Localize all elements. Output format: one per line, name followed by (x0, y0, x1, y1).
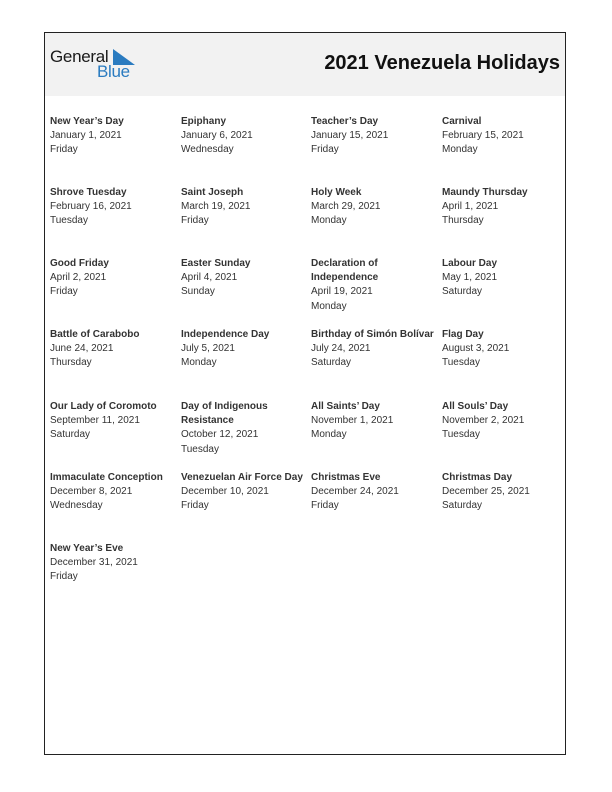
holiday-date: March 19, 2021 (181, 201, 251, 213)
holiday-day: Wednesday (50, 500, 103, 512)
holiday-date: September 11, 2021 (50, 415, 140, 427)
holiday-item (311, 186, 439, 229)
holiday-name: Good Friday (50, 258, 109, 269)
holiday-day: Friday (181, 500, 209, 512)
holiday-item (181, 328, 309, 371)
holiday-date: November 2, 2021 (442, 415, 525, 427)
holiday-item (311, 257, 439, 314)
holiday-item (311, 328, 439, 371)
holiday-date: February 16, 2021 (50, 201, 132, 213)
holiday-date: January 1, 2021 (50, 130, 122, 142)
holiday-name: Shrove Tuesday (50, 187, 127, 198)
holiday-day: Friday (50, 144, 78, 156)
holiday-day: Thursday (50, 357, 92, 369)
holiday-name: Flag Day (442, 329, 484, 340)
holiday-item (442, 400, 566, 443)
page-frame (44, 32, 566, 755)
holiday-date: May 1, 2021 (442, 272, 498, 284)
holiday-item (50, 471, 178, 514)
holiday-day: Friday (50, 286, 78, 298)
holiday-item (50, 186, 178, 229)
holiday-date: July 24, 2021 (311, 343, 371, 355)
holiday-name: Teacher’s Day (311, 116, 379, 127)
holiday-name: Battle of Carabobo (50, 329, 140, 340)
holiday-date: January 15, 2021 (311, 130, 389, 142)
holiday-name: Declaration of Independence (311, 258, 379, 284)
holiday-day: Saturday (442, 500, 483, 512)
holiday-item (181, 257, 309, 300)
holiday-name: Holy Week (311, 187, 362, 198)
page-header (45, 33, 565, 96)
generalblue-logo (50, 47, 140, 83)
holiday-day: Monday (311, 429, 347, 441)
holiday-date: April 1, 2021 (442, 201, 499, 213)
holiday-item (311, 471, 439, 514)
holiday-day: Monday (311, 215, 347, 227)
page-title: 2021 Venezuela Holidays (324, 52, 560, 74)
holiday-day: Friday (311, 500, 339, 512)
holiday-date: November 1, 2021 (311, 415, 394, 427)
holiday-name: Carnival (442, 116, 482, 127)
holiday-date: August 3, 2021 (442, 343, 510, 355)
holiday-name: New Year’s Day (50, 116, 124, 127)
holiday-name: Saint Joseph (181, 187, 244, 198)
holiday-day: Tuesday (442, 429, 480, 441)
holiday-name: Maundy Thursday (442, 187, 528, 198)
holiday-name: Venezuelan Air Force Day (181, 472, 303, 483)
holiday-date: June 24, 2021 (50, 343, 114, 355)
holiday-item (442, 328, 566, 371)
holiday-day: Friday (181, 215, 209, 227)
holiday-date: July 5, 2021 (181, 343, 235, 355)
holiday-item (442, 471, 566, 514)
holiday-date: December 25, 2021 (442, 486, 530, 498)
holiday-name: All Saints’ Day (311, 401, 380, 412)
holiday-date: April 4, 2021 (181, 272, 238, 284)
holiday-day: Saturday (442, 286, 483, 298)
holiday-day: Monday (311, 300, 347, 312)
holiday-day: Tuesday (50, 215, 88, 227)
holiday-day: Monday (181, 357, 217, 369)
holiday-date: April 2, 2021 (50, 272, 107, 284)
holiday-item (50, 115, 178, 158)
holiday-day: Monday (442, 144, 478, 156)
holiday-date: February 15, 2021 (442, 130, 524, 142)
holiday-name: Labour Day (442, 258, 498, 269)
holiday-name: New Year’s Eve (50, 543, 124, 554)
holiday-name: Day of Indigenous Resistance (181, 401, 268, 427)
holiday-name: All Souls’ Day (442, 401, 509, 412)
holiday-date: December 24, 2021 (311, 486, 399, 498)
holiday-date: March 29, 2021 (311, 201, 381, 213)
holiday-day: Friday (50, 571, 78, 583)
holiday-name: Easter Sunday (181, 258, 251, 269)
holiday-day: Sunday (181, 286, 215, 298)
holiday-item (442, 186, 566, 229)
holiday-item (181, 400, 309, 457)
holiday-day: Thursday (442, 215, 484, 227)
holiday-name: Christmas Day (442, 472, 513, 483)
holiday-name: Christmas Eve (311, 472, 381, 483)
holiday-item (181, 471, 309, 514)
logo-text-blue: Blue (97, 62, 130, 81)
holiday-date: January 6, 2021 (181, 130, 253, 142)
holiday-item (442, 257, 566, 300)
holiday-date: April 19, 2021 (311, 286, 373, 298)
holiday-item (50, 257, 178, 300)
holiday-item (50, 542, 178, 585)
holiday-date: October 12, 2021 (181, 429, 259, 441)
holiday-name: Independence Day (181, 329, 270, 340)
holiday-name: Our Lady of Coromoto (50, 401, 157, 412)
holiday-day: Tuesday (442, 357, 480, 369)
holiday-day: Saturday (311, 357, 352, 369)
holiday-item (311, 400, 439, 443)
holiday-day: Wednesday (181, 144, 234, 156)
logo-text-general: General (50, 47, 109, 66)
holiday-item (442, 115, 566, 158)
holiday-item (181, 115, 309, 158)
holiday-date: December 8, 2021 (50, 486, 133, 498)
holiday-day: Saturday (50, 429, 91, 441)
holiday-day: Friday (311, 144, 339, 156)
holiday-name: Immaculate Conception (50, 472, 163, 483)
holiday-item (50, 328, 178, 371)
holiday-name: Epiphany (181, 116, 227, 127)
holiday-date: December 10, 2021 (181, 486, 269, 498)
holiday-date: December 31, 2021 (50, 557, 138, 569)
holiday-name: Birthday of Simón Bolívar (311, 329, 434, 340)
holiday-day: Tuesday (181, 443, 219, 455)
holiday-item (50, 400, 178, 443)
holiday-item (311, 115, 439, 158)
holiday-item (181, 186, 309, 229)
